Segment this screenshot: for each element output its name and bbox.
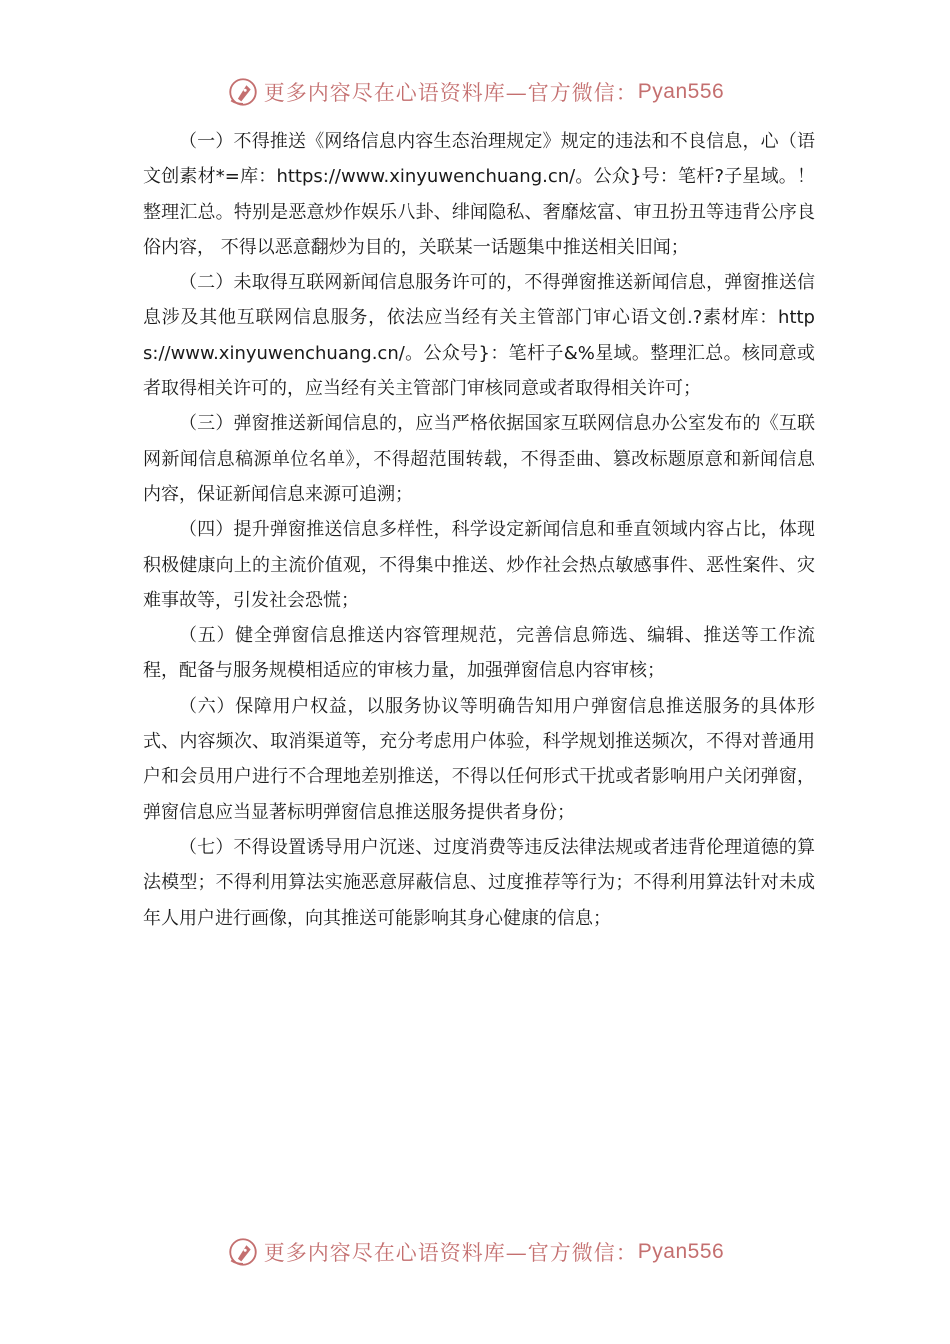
footer-banner [0,1232,950,1272]
paragraph-7: （七）不得设置诱导用户沉迷、过度消费等违反法律法规或者违背伦理道德的算法模型；不得利用算法实施恶意屏蔽信息、过度推荐等行为；不得利用算法针对未成年人用户进行画像，向其推送可能影响其身心健康的信息； [143,836,815,929]
document-body [143,124,815,936]
header-banner-text: 更多内容尽在心语资料库—官方微信： [263,81,638,105]
paragraph-2: （二）未取得互联网新闻信息服务许可的，不得弹窗推送新闻信息，弹窗推送信息涉及其他互联网信息服务，依法应当经有关主管部门审心语文创.?素材库：https://www.xinyuwenchuang.cn/。公众号}：笔杆子&%星域。整理汇总。核同意或者取得相关许可的，应当经有关主管部门审核同意或者取得相关许可； [143,272,815,400]
paragraph-6: （六）保障用户权益，以服务协议等明确告知用户弹窗信息推送服务的具体形式、内容频次、取消渠道等，充分考虑用户体验，科学规划推送频次，不得对普通用户和会员用户进行不合理地差别推送，不得以任何形式干扰或者影响用户关闭弹窗，弹窗信息应当显著标明弹窗信息推送服务提供者身份； [143,695,815,823]
header-banner-contact: Pyan556 [637,80,725,103]
footer-banner-contact: Pyan556 [637,1240,725,1263]
paragraph-1: （一）不得推送《网络信息内容生态治理规定》规定的违法和不良信息，心（语文创素材*=库：https://www.xinyuwenchuang.cn/。公众}号：笔杆?子星域。！整理汇总。特别是恶意炒作娱乐八卦、绯闻隐私、奢靡炫富、审丑扮丑等违背公序良俗内容， 不得以恶意翻炒为目的，关联某一话题集中推送相关旧闻； [143,131,815,258]
pen-nib-logo-icon [226,75,260,109]
paragraph-4: （四）提升弹窗推送信息多样性，科学设定新闻信息和垂直领域内容占比，体现积极健康向上的主流价值观，不得集中推送、炒作社会热点敏感事件、恶性案件、灾难事故等，引发社会恐慌； [143,519,815,611]
paragraph-3: （三）弹窗推送新闻信息的，应当严格依据国家互联网信息办公室发布的《互联网新闻信息稿源单位名单》，不得超范围转载，不得歪曲、篡改标题原意和新闻信息内容，保证新闻信息来源可追溯； [143,413,815,505]
footer-banner-text: 更多内容尽在心语资料库—官方微信： [263,1241,638,1265]
paragraph-5: （五）健全弹窗信息推送内容管理规范，完善信息筛选、编辑、推送等工作流程，配备与服务规模相适应的审核力量，加强弹窗信息内容审核； [143,625,815,682]
header-banner [0,72,950,112]
pen-nib-logo-icon [226,1235,260,1269]
